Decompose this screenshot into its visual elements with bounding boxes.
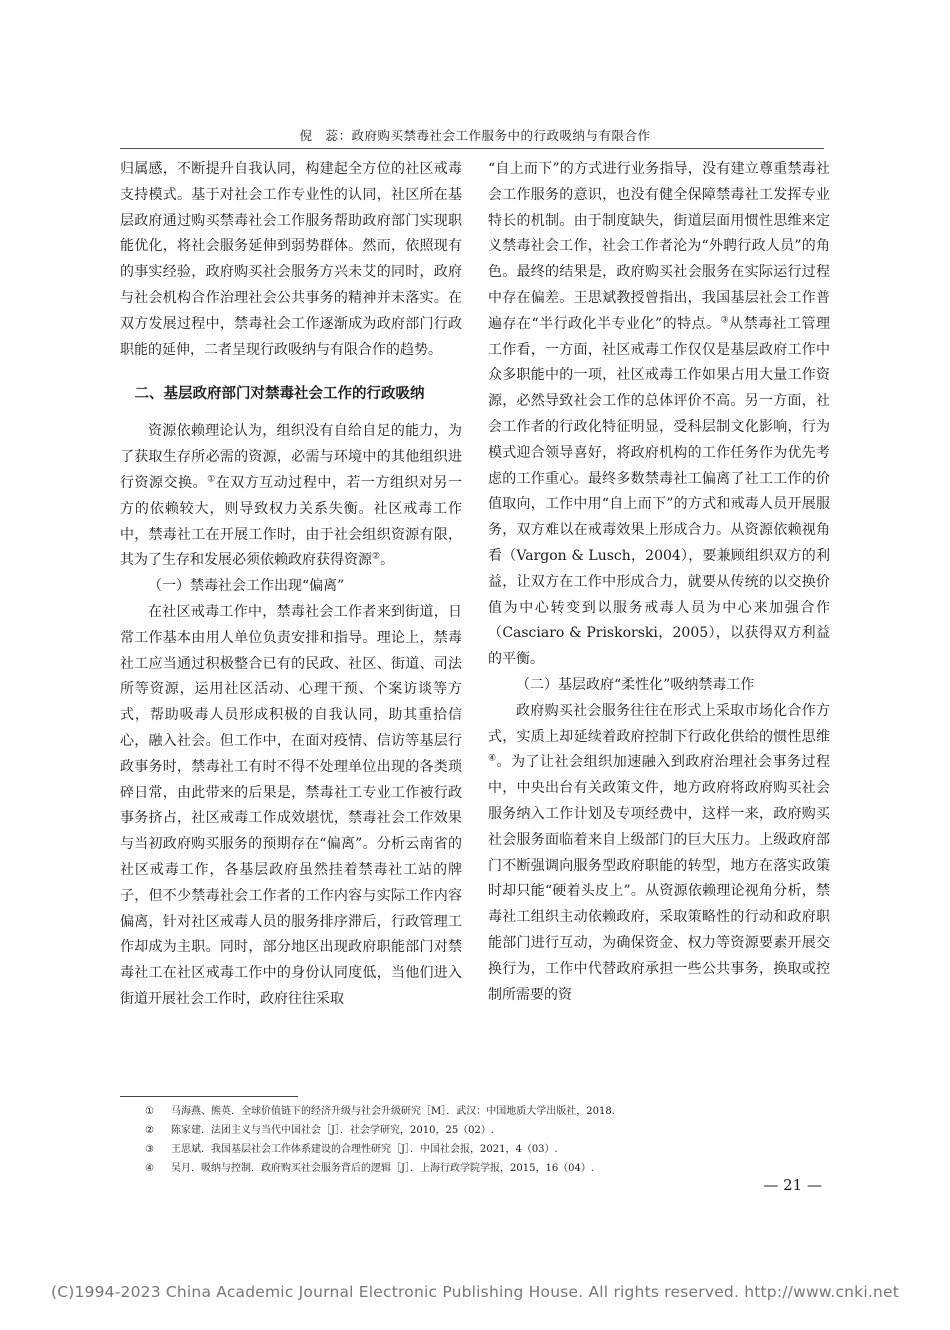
right-paragraph-2	[488, 699, 830, 1009]
footnote-text: 王思斌．我国基层社会工作体系建设的合理性研究［J］．中国社会报，2021，4（03）.	[171, 1144, 558, 1155]
header-rule	[120, 148, 824, 149]
footnote	[145, 1140, 835, 1159]
right-paragraph-2-text-b: 。为了让社会组织加速融入到政府治理社会事务过程中，中央出台有关政策文件，地方政府将政府购买社会服务纳入工作计划及专项经费中，这样一来，政府购买社会服务面临着来自上级部门的巨大压力。上级政府部门不断强调向服务型政府职能的转型，地方在落实政策时却只能“硬着头皮上”。从资源依赖理论视角分析，禁毒社工组织主动依赖政府，采取策略性的行动和政府职能部门进行互动，为确保资金、权力等资源要素开展交换行为，工作中代替政府承担一些公共事务，换取或控制所需要的资	[488, 754, 830, 1003]
left-paragraph-2-text-b: 在双方互动过程中，若一方组织对另一方的依赖较大，则导致权力关系失衡。社区戒毒工作中，禁毒社工在开展工作时，由于社会组织资源有限，其为了生存和发展必须依赖政府获得资源	[120, 474, 463, 569]
page-number: — 21 —	[763, 1176, 822, 1194]
copyright-notice: (C)1994-2023 China Academic Journal Electronic Publishing House. All rights reserved. http://www.cnki.net	[50, 1283, 900, 1301]
right-paragraph-1-text-a: “自上而下”的方式进行业务指导，没有建立尊重禁毒社会工作服务的意识，也没有健全保障禁毒社工发挥专业特长的机制。由于制度缺失，街道层面用惯性思维来定义禁毒社会工作，社会工作者沦为“外聘行政人员”的角色。最终的结果是，政府购买社会服务在实际运行过程中存在偏差。王思斌教授曾指出，我国基层社会工作普遍存在“半行政化半专业化”的特点。	[488, 161, 830, 332]
footnote-ref-1[interactable]: ①	[207, 474, 216, 485]
right-column	[488, 157, 830, 1008]
left-paragraph-2-text-a: 资源依赖理论认为，组织没有自给自足的能力，为了获取生存所必需的资源，必需与环境中的其他组织进行资源交换。	[120, 423, 462, 491]
footnote	[145, 1102, 835, 1121]
footnote	[145, 1121, 835, 1140]
footnote-mark: ④	[145, 1163, 154, 1174]
footnote-ref-4[interactable]: ④	[488, 753, 497, 764]
footnote-text: 马海燕、熊英．全球价值链下的经济升级与社会升级研究［M］．武汉：中国地质大学出版社，2018.	[171, 1106, 615, 1117]
footnote-rule	[120, 1096, 298, 1097]
footnote-mark: ①	[145, 1106, 154, 1117]
running-header: 倪 蕊：政府购买禁毒社会工作服务中的行政吸纳与有限合作	[299, 128, 651, 143]
left-paragraph-1: 归属感，不断提升自我认同，构建起全方位的社区戒毒支持模式。基于对社会工作专业性的认同，社区所在基层政府通过购买禁毒社会工作服务帮助政府部门实现职能优化，将社会服务延伸到弱势群体。然而，依照现有的事实经验，政府购买社会服务方兴未艾的同时，政府与社会机构合作治理社会公共事务的精神并未落实。在双方发展过程中，禁毒社会工作逐渐成为政府部门行政职能的延伸，二者呈现行政吸纳与有限合作的趋势。	[120, 161, 462, 358]
section-heading: 二、基层政府部门对禁毒社会工作的行政吸纳	[134, 385, 425, 403]
footnote-text: 吴月．吸纳与控制．政府购买社会服务背后的逻辑［J］．上海行政学院学报，2015，16（04）.	[171, 1163, 595, 1174]
footnote-text: 陈家建．法团主义与当代中国社会［J］．社会学研究，2010，25（02）.	[171, 1125, 495, 1136]
footnote-mark: ②	[145, 1125, 154, 1136]
subsection-heading-1: （一）禁毒社会工作出现“偏离”	[148, 578, 345, 595]
left-paragraph-2-text-c: 。	[380, 552, 395, 569]
footnote-ref-3[interactable]: ③	[720, 315, 730, 326]
footnote	[145, 1159, 835, 1178]
footnote-mark: ③	[145, 1144, 154, 1155]
left-paragraph-2	[120, 419, 462, 574]
right-paragraph-1	[488, 157, 830, 673]
left-column	[120, 157, 462, 1013]
footnotes	[145, 1102, 835, 1178]
subsection-heading-2: （二）基层政府“柔性化”吸纳禁毒工作	[516, 676, 755, 693]
right-paragraph-1-text-b: 从禁毒社工管理工作看，一方面，社区戒毒工作仅仅是基层政府工作中众多职能中的一项，社区戒毒工作如果占用大量工作资源，必然导致社会工作的总体评价不高。另一方面，社会工作者的行政化特征明显，受科层制文化影响，行为模式迎合领导喜好，将政府机构的工作任务作为优先考虑的工作重心。最终多数禁毒社工偏离了社工工作的价值取向，工作中用“自上而下”的方式和戒毒人员开展服务，双方难以在戒毒效果上形成合力。从资源依赖视角看（Vargon & Lusch，2004），要兼顾组织双方的利益，让双方在工作中形成合力，就要从传统的以交换价值为中心转变到以服务戒毒人员为中心来加强合作（Casciaro & Priskorski，2005），以获得双方利益的平衡。	[488, 315, 830, 668]
left-paragraph-3: 在社区戒毒工作中，禁毒社会工作者来到街道，日常工作基本由用人单位负责安排和指导。理论上，禁毒社工应当通过积极整合已有的民政、社区、街道、司法所等资源，运用社区活动、心理干预、个案访谈等方式，帮助吸毒人员形成积极的自我认同，助其重拾信心，融入社会。但工作中，在面对疫情、信访等基层行政事务时，禁毒社工有时不得不处理单位出现的各类琐碎日常，由此带来的后果是，禁毒社工专业工作被行政事务挤占，社区戒毒工作成效堪忧，禁毒社会工作效果与当初政府购买服务的预期存在“偏离”。分析云南省的社区戒毒工作，各基层政府虽然挂着禁毒社工站的牌子，但不少禁毒社会工作者的工作内容与实际工作内容偏离，针对社区戒毒人员的服务排序滞后，行政管理工作却成为主职。同时，部分地区出现政府职能部门对禁毒社工在社区戒毒工作中的身份认同度低，当他们进入街道开展社会工作时，政府往往采取	[120, 603, 462, 1007]
footnote-ref-2[interactable]: ②	[372, 551, 381, 562]
right-paragraph-2-text-a: 政府购买社会服务往往在形式上采取市场化合作方式，实质上却延续着政府控制下行政化供给的惯性思维	[488, 702, 830, 745]
